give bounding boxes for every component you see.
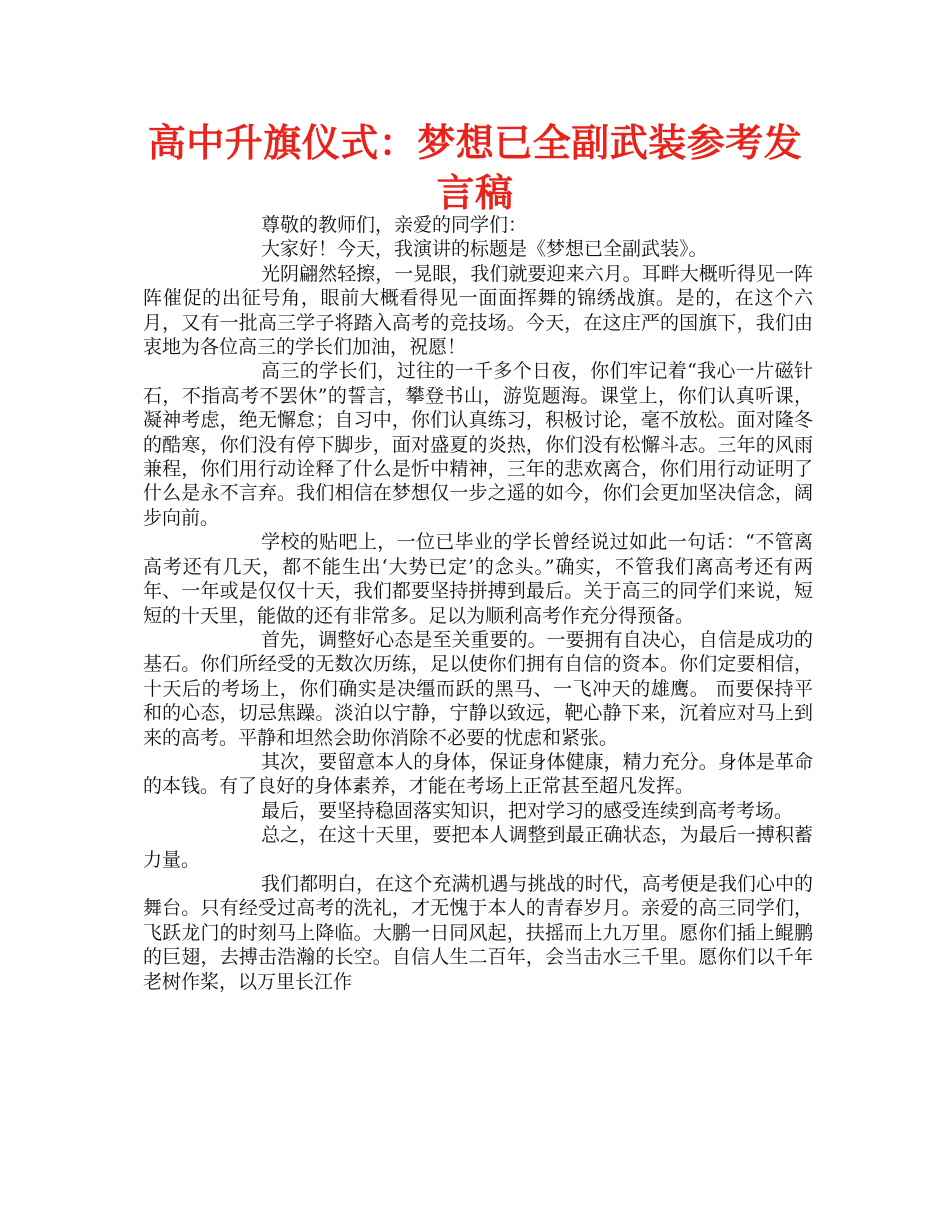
paragraph: 其次，要留意本人的身体，保证身体健康，精力充分。身体是革命的本钱。有了良好的身体素养，才能在考场上正常甚至超凡发挥。 — [143, 750, 813, 798]
paragraph: 学校的贴吧上，一位已毕业的学长曾经说过如此一句话：“不管离高考还有几天，都不能生出‘大势已定’的念头。”确实，不管我们离高考还有两年、一年或是仅仅十天，我们都要坚持拼搏到最后。关于高三的同学们来说，短短的十天里，能做的还有非常多。足以为顺利高考作充分得预备。 — [143, 531, 813, 627]
paragraph: 高三的学长们，过往的一千多个日夜，你们牢记着“我心一片磁针石，不指高考不罢休”的誓言，攀登书山，游览题海。课堂上，你们认真听课，凝神考虑，绝无懈怠；自习中，你们认真练习，积极讨论，毫不放松。面对隆冬的酷寒，你们没有停下脚步，面对盛夏的炎热，你们没有松懈斗志。三年的风雨兼程，你们用行动诠释了什么是忻中精神，三年的悲欢离合，你们用行动证明了什么是永不言弃。我们相信在梦想仅一步之遥的如今，你们会更加坚决信念，阔步向前。 — [143, 360, 813, 529]
paragraph-greeting: 大家好！今天，我演讲的标题是《梦想已全副武装》。 — [261, 238, 708, 261]
paragraph: 总之，在这十天里，要把本人调整到最正确状态，为最后一搏积蓄力量。 — [143, 824, 813, 871]
paragraph: 最后，要坚持稳固落实知识，把对学习的感受连续到高考考场。 — [261, 799, 794, 822]
document-title: 高中升旗仪式：梦想已全副武装参考发言稿 — [147, 121, 803, 215]
paragraph: 光阴翩然轻擦，一晃眼，我们就要迎来六月。耳畔大概听得见一阵阵催促的出征号角，眼前大概看得见一面面挥舞的锦绣战旗。是的，在这个六月，又有一批高三学子将踏入高考的竞技场。今天，在这庄严的国旗下，我们由衷地为各位高三的学长们加油，祝愿！ — [143, 262, 813, 359]
paragraph-salutation: 尊敬的教师们，亲爱的同学们： — [261, 214, 528, 236]
paragraph: 我们都明白，在这个充满机遇与挑战的时代，高考便是我们心中的舞台。只有经受过高考的洗礼，才无愧于本人的青春岁月。亲爱的高三同学们，飞跃龙门的时刻马上降临。大鹏一日同风起，扶摇而上九万里。愿你们插上鲲鹏的巨翅，去搏击浩瀚的长空。自信人生二百年，会当击水三千里。愿你们以千年老树作桨，以万里长江作 — [143, 872, 813, 993]
paragraph: 首先，调整好心态是至关重要的。一要拥有自决心，自信是成功的基石。你们所经受的无数次历练，足以使你们拥有自信的资本。你们定要相信，十天后的考场上，你们确实是决缰而跃的黑马、一飞冲天的雄鹰。 而要保持平和的心态，切忌焦躁。淡泊以宁静，宁静以致远，靶心静下来，沉着应对马上到来的高考。平静和坦然会助你消除不必要的忧虑和紧张。 — [143, 628, 813, 749]
document-body — [143, 213, 813, 994]
